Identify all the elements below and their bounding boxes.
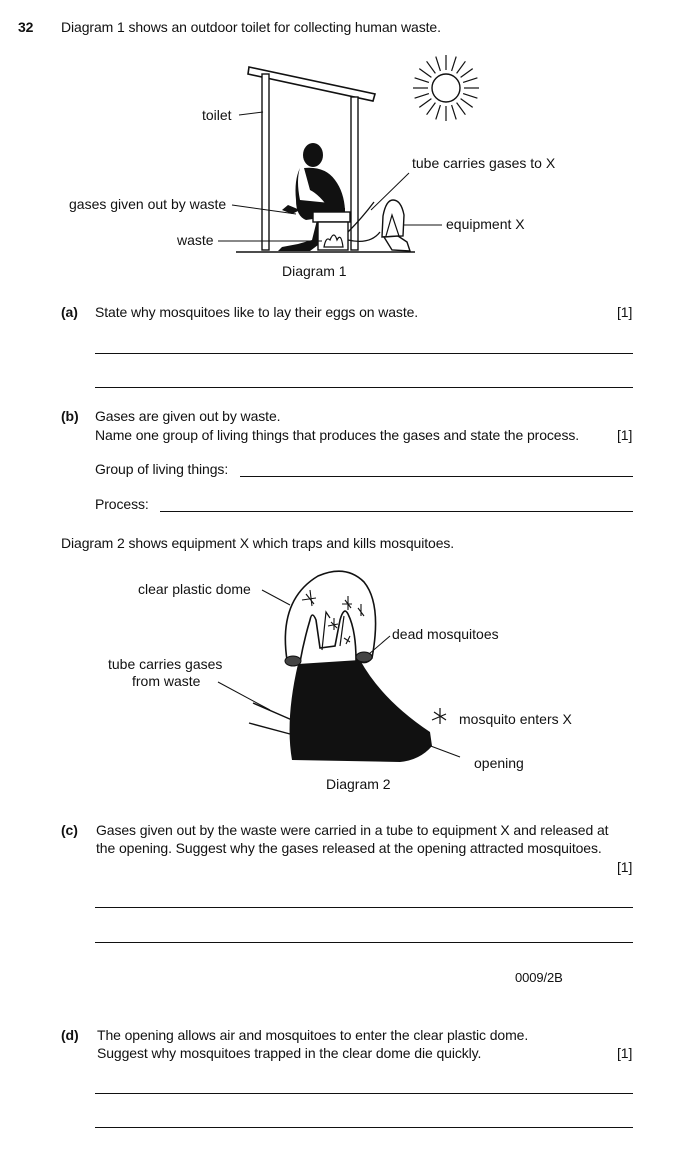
process-label: Process:	[95, 496, 149, 512]
sun-ray	[415, 94, 429, 99]
part-d-answer-line-2[interactable]	[95, 1127, 633, 1128]
sun-ray	[427, 61, 436, 73]
leader-dome	[262, 590, 290, 605]
part-a-answer-line-2[interactable]	[95, 387, 633, 388]
leader-toilet	[239, 112, 263, 115]
equipment-black-base	[290, 660, 432, 762]
sun-ray	[419, 69, 431, 78]
sun-ray	[452, 57, 457, 71]
part-d-letter: (d)	[61, 1027, 79, 1043]
diagram-2-caption: Diagram 2	[326, 776, 391, 792]
toilet-left-post	[262, 74, 269, 250]
sun-ray	[427, 103, 436, 115]
part-c-line-1: Gases given out by the waste were carried in a tube to equipment X and released at	[96, 822, 609, 838]
part-d-line-2: Suggest why mosquitoes trapped in the clear dome die quickly.	[97, 1045, 482, 1061]
part-a-answer-line-1[interactable]	[95, 353, 633, 354]
sun-ray	[463, 78, 477, 83]
process-answer-line[interactable]	[160, 511, 633, 512]
sun-ray	[463, 94, 477, 99]
toilet-seat	[313, 212, 350, 222]
part-c-answer-line-2[interactable]	[95, 942, 633, 943]
part-c-marks: [1]	[617, 859, 633, 875]
question-number: 32	[18, 19, 34, 35]
leader-opening	[428, 745, 460, 757]
sun-ray	[419, 99, 431, 108]
part-c-letter: (c)	[61, 822, 78, 838]
label-dead: dead mosquitoes	[392, 626, 499, 642]
sun-ray	[415, 78, 429, 83]
equipment-x-base	[384, 236, 410, 251]
group-answer-line[interactable]	[240, 476, 633, 477]
mosquito-enters-icon	[432, 708, 446, 724]
tube-upper	[253, 703, 292, 720]
label-tube: tube carries gases to X	[412, 155, 556, 171]
part-c-line-2: the opening. Suggest why the gases released at the opening attracted mosquitoes.	[96, 840, 602, 856]
part-b-marks: [1]	[617, 427, 633, 443]
sun-ray	[457, 103, 466, 115]
part-a-question: State why mosquitoes like to lay their eggs on waste.	[95, 304, 419, 320]
sun-ray	[457, 61, 466, 73]
label-gases: gases given out by waste	[69, 196, 227, 212]
part-b-letter: (b)	[61, 408, 79, 424]
part-c-answer-line-1[interactable]	[95, 907, 633, 908]
tube-lower	[249, 723, 290, 734]
label-tube-line-2: from waste	[132, 673, 201, 689]
diagram-2-intro: Diagram 2 shows equipment X which traps and kills mosquitoes.	[61, 535, 455, 551]
sun-ray	[436, 105, 441, 119]
paper-code: 0009/2B	[515, 970, 563, 985]
sun-ray	[461, 69, 473, 78]
part-b-line-2: Name one group of living things that produces the gases and state the process.	[95, 427, 580, 443]
clear-plastic-dome	[285, 571, 375, 664]
part-d-marks: [1]	[617, 1045, 633, 1061]
part-b-line-1: Gases are given out by waste.	[95, 408, 281, 424]
sun-ray	[461, 99, 473, 108]
diagram-1-caption: Diagram 1	[282, 263, 347, 279]
dome-rim-left	[285, 656, 301, 666]
label-equipment: equipment X	[446, 216, 525, 232]
label-toilet: toilet	[202, 107, 232, 123]
sun-ray	[452, 105, 457, 119]
label-waste: waste	[177, 232, 214, 248]
label-tube-line-1: tube carries gases	[108, 656, 223, 672]
label-enters: mosquito enters X	[459, 711, 572, 727]
label-dome: clear plastic dome	[138, 581, 251, 597]
sun-icon	[413, 55, 479, 121]
part-d-answer-line-1[interactable]	[95, 1093, 633, 1094]
label-opening: opening	[474, 755, 524, 771]
question-intro: Diagram 1 shows an outdoor toilet for collecting human waste.	[61, 19, 441, 35]
sun-ray	[436, 57, 441, 71]
leader-tube-2	[218, 682, 270, 710]
diagram-1	[0, 40, 695, 290]
group-label: Group of living things:	[95, 461, 229, 477]
waste-container	[318, 222, 348, 250]
part-d-line-1: The opening allows air and mosquitoes to enter the clear plastic dome.	[97, 1027, 529, 1043]
part-a-letter: (a)	[61, 304, 78, 320]
part-a-marks: [1]	[617, 304, 633, 320]
diagram-2	[0, 560, 695, 800]
